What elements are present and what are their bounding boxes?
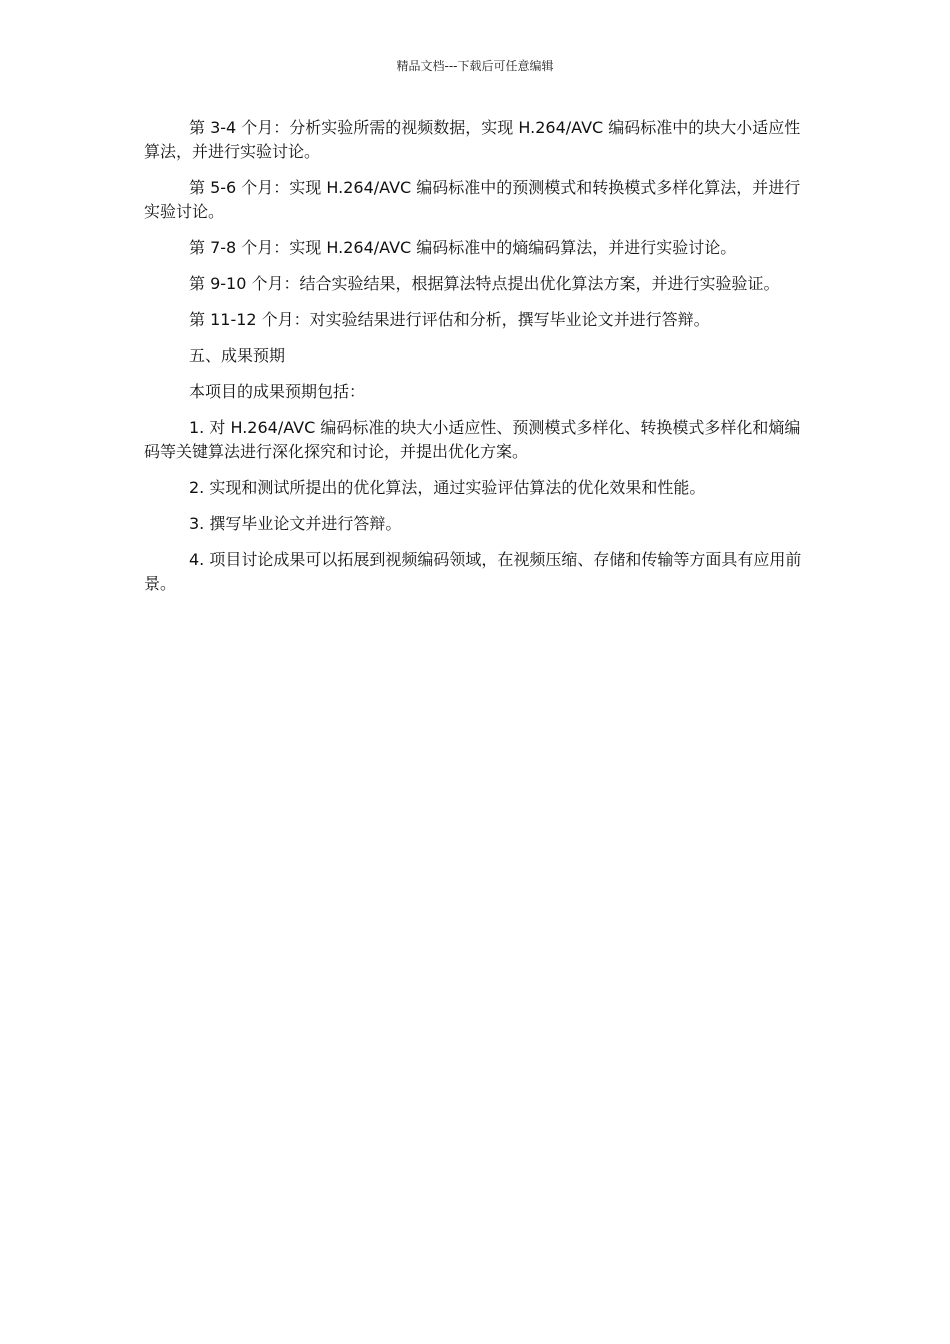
- expected-result-item-2: 2. 实现和测试所提出的优化算法，通过实验评估算法的优化效果和性能。: [189, 478, 706, 497]
- schedule-months-5-6: 第 5-6 个月：实现 H.264/AVC 编码标准中的预测模式和转换模式多样化算法，并进行实验讨论。: [144, 178, 801, 221]
- expected-result-item-3: 3. 撰写毕业论文并进行答辩。: [189, 514, 402, 533]
- expected-results-intro: 本项目的成果预期包括：: [189, 382, 366, 401]
- schedule-months-9-10: 第 9-10 个月：结合实验结果，根据算法特点提出优化算法方案，并进行实验验证。: [189, 274, 780, 293]
- schedule-months-7-8: 第 7-8 个月：实现 H.264/AVC 编码标准中的熵编码算法，并进行实验讨论。: [189, 238, 737, 257]
- schedule-months-3-4: 第 3-4 个月：分析实验所需的视频数据，实现 H.264/AVC 编码标准中的块大小适应性算法，并进行实验讨论。: [144, 118, 801, 161]
- page-header: 精品文档---下载后可任意编辑: [396, 59, 554, 73]
- expected-result-item-1: 1. 对 H.264/AVC 编码标准的块大小适应性、预测模式多样化、转换模式多样化和熵编码等关键算法进行深化探究和讨论，并提出优化方案。: [144, 418, 801, 461]
- document-body: [144, 116, 806, 608]
- schedule-months-11-12: 第 11-12 个月：对实验结果进行评估和分析，撰写毕业论文并进行答辩。: [189, 310, 710, 329]
- section-heading-expected-results: 五、成果预期: [189, 346, 286, 365]
- expected-result-item-4: 4. 项目讨论成果可以拓展到视频编码领域，在视频压缩、存储和传输等方面具有应用前景。: [144, 550, 802, 593]
